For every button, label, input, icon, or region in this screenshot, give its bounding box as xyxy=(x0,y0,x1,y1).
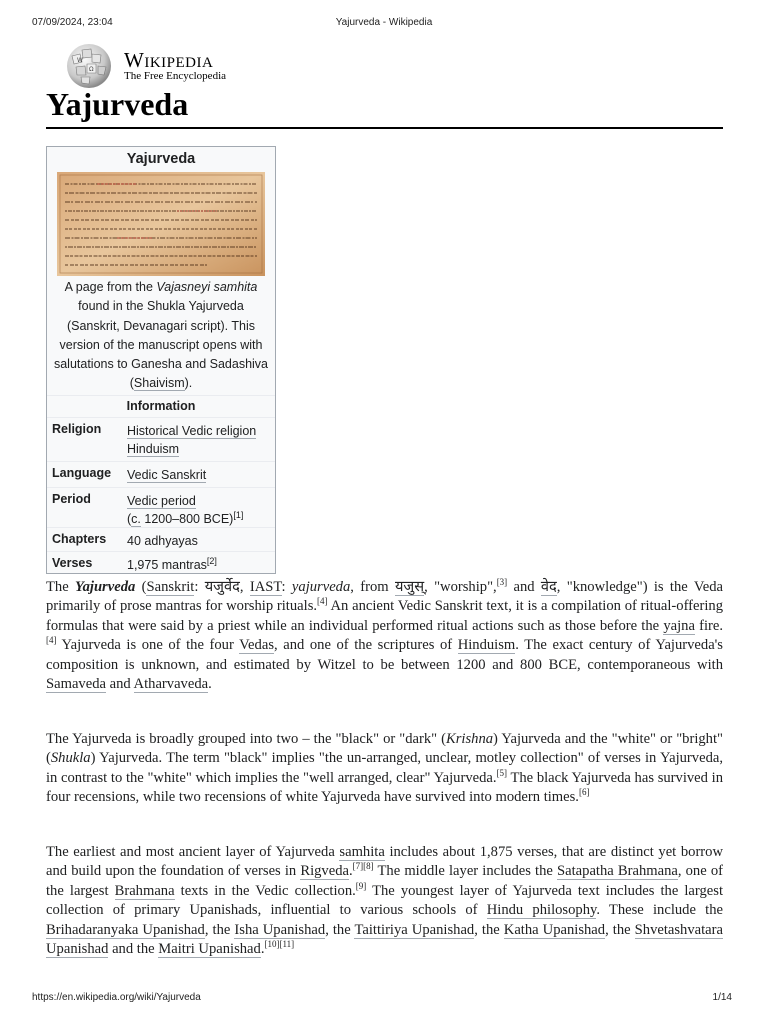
row-label: Verses xyxy=(52,556,93,570)
link-brahmana[interactable]: Brahmana xyxy=(114,882,175,899)
text: , xyxy=(239,579,250,595)
reference-link[interactable]: [2] xyxy=(206,555,217,566)
link-shaivism[interactable]: Shaivism xyxy=(133,376,185,391)
reference-link[interactable]: [9] xyxy=(355,880,367,891)
link-satapatha-brahmana[interactable]: Satapatha Brahmana xyxy=(557,863,678,880)
text: , one of the largest xyxy=(46,863,723,899)
infobox-row-verses xyxy=(47,551,275,574)
text: , the xyxy=(474,921,504,938)
infobox xyxy=(46,146,276,574)
title-divider xyxy=(46,127,723,129)
print-datetime: 07/09/2024, 23:04 xyxy=(32,17,113,28)
text: The youngest layer of Yajurveda text includes the largest collection of primary Upanishads, influential to various schools of xyxy=(46,882,724,919)
caption-text: found in the Shukla Yajurveda (Sanskrit, Devanagari script). This version of the manuscript opens with salutations to Ganesha and Sadashiva ( xyxy=(53,299,269,391)
link-samhita[interactable]: samhita xyxy=(339,844,385,860)
link-sanskrit[interactable]: Sanskrit xyxy=(146,579,195,595)
text: ) Yajurveda. The term "black" implies "the un-arranged, unclear, motley collection" of verses in Yajurveda, in contrast to the "white" which implies the "well arranged, clear" Yajurveda. xyxy=(46,750,723,786)
reference-link[interactable]: [8] xyxy=(363,861,374,872)
link-hindu-philosophy[interactable]: Hindu philosophy xyxy=(486,902,597,919)
svg-text:Ω: Ω xyxy=(89,66,94,73)
row-value xyxy=(127,422,256,458)
text: includes about 1,875 verses, that are distinct yet borrow and build upon the foundation of verses in xyxy=(46,844,723,880)
text: , and one of the scriptures of xyxy=(274,637,458,654)
link-vedas[interactable]: Vedas xyxy=(239,637,274,654)
text: and the xyxy=(108,941,159,958)
text: . These include the xyxy=(596,902,723,919)
text: The Yajurveda is broadly grouped into two – the "black" or "dark" ( xyxy=(46,731,446,747)
link-hinduism[interactable]: Hinduism xyxy=(457,637,516,654)
infobox-row-language xyxy=(47,461,275,488)
reference-link[interactable]: [3] xyxy=(496,577,508,588)
paragraph-layers xyxy=(46,843,723,959)
row-value xyxy=(127,556,217,574)
infobox-caption xyxy=(53,278,269,394)
text: ) Yajurveda and the "white" or "bright" ( xyxy=(46,731,723,767)
reference-link[interactable]: [6] xyxy=(578,787,590,798)
link-rigveda[interactable]: Rigveda xyxy=(300,863,349,880)
link-atharvaveda[interactable]: Atharvaveda xyxy=(133,676,209,693)
caption-text: ). xyxy=(184,376,193,391)
text: texts in the Vedic collection. xyxy=(174,882,356,899)
text: The earliest and most ancient layer of Yajurveda xyxy=(46,844,340,860)
devanagari-text: यजुर्वेद xyxy=(204,579,240,595)
manuscript-page-image[interactable] xyxy=(57,172,265,276)
row-label: Period xyxy=(52,492,91,506)
link-vedic-period[interactable]: Vedic period xyxy=(127,494,196,508)
italic-text: Krishna xyxy=(446,731,494,747)
wikipedia-wordmark: Wikipedia xyxy=(124,48,214,72)
text: Yajurveda is one of the four xyxy=(56,637,240,654)
caption-italic: Vajasneyi samhita xyxy=(156,280,258,294)
row-value xyxy=(127,492,243,528)
text: . xyxy=(260,941,265,958)
wikipedia-logo[interactable] xyxy=(64,42,244,90)
text: An ancient Vedic Sanskrit text, it is a compilation of ritual-offering formulas that were said by a priest while an individual performed ritual actions such as those before the xyxy=(46,598,724,634)
text: The middle layer includes the xyxy=(373,863,558,880)
text: , the xyxy=(325,921,355,938)
text: , the xyxy=(204,921,235,938)
text: ( xyxy=(135,579,147,595)
reference-link[interactable]: [5] xyxy=(496,767,508,778)
row-value-text: 1200–800 BCE) xyxy=(140,512,234,526)
text: . The exact century of Yajurveda's composition is unknown, and estimated by Witzel to be between 1200 and 800 BCE, contemporaneous with xyxy=(46,637,723,673)
link-vedic-sanskrit[interactable]: Vedic Sanskrit xyxy=(127,468,207,482)
text: : xyxy=(194,579,205,595)
infobox-row-chapters xyxy=(47,527,275,552)
link-historical-vedic-religion[interactable]: Historical Vedic religion xyxy=(127,424,257,438)
link-yajus[interactable]: यजुस् xyxy=(394,579,425,595)
reference-link[interactable]: [7] xyxy=(352,861,364,872)
link-taittiriya-upanishad[interactable]: Taittiriya Upanishad xyxy=(354,921,475,938)
link-katha-upanishad[interactable]: Katha Upanishad xyxy=(503,921,606,938)
reference-link[interactable]: [1] xyxy=(233,509,244,520)
row-label: Language xyxy=(52,466,112,480)
text: . xyxy=(208,676,212,693)
link-samaveda[interactable]: Samaveda xyxy=(46,676,106,693)
infobox-title: Yajurveda xyxy=(126,151,196,167)
print-header xyxy=(32,17,736,31)
link-brihadaranyaka-upanishad[interactable]: Brihadaranyaka Upanishad xyxy=(46,921,205,938)
text: . xyxy=(348,863,353,880)
row-value: 40 adhyayas xyxy=(127,534,198,548)
italic-text: Shukla xyxy=(50,750,91,767)
wikipedia-globe-icon xyxy=(64,42,114,90)
link-shvetashvatara-upanishad[interactable]: Shvetashvatara Upanishad xyxy=(46,921,723,958)
print-footer xyxy=(32,992,736,1006)
row-label: Religion xyxy=(52,422,102,436)
row-label: Chapters xyxy=(52,532,107,546)
print-tab-title: Yajurveda - Wikipedia xyxy=(335,17,433,28)
reference-link[interactable]: [10] xyxy=(264,939,280,950)
link-isha-upanishad[interactable]: Isha Upanishad xyxy=(234,921,326,938)
svg-text:W: W xyxy=(77,57,83,64)
row-value-text: ( xyxy=(127,512,132,526)
link-hinduism[interactable]: Hinduism xyxy=(127,442,180,456)
paragraph-black-white xyxy=(46,730,723,808)
text: , the xyxy=(605,921,635,938)
text: , "knowledge") is the Veda primarily of prose mantras for worship rituals. xyxy=(46,579,723,615)
row-value-text: 1,975 mantras xyxy=(127,558,207,572)
text: and xyxy=(507,579,541,595)
link-maitri-upanishad[interactable]: Maitri Upanishad xyxy=(158,941,261,958)
infobox-row-period xyxy=(47,487,275,528)
infobox-section-header: Information xyxy=(47,395,275,413)
row-value xyxy=(127,466,206,484)
print-url: https://en.wikipedia.org/wiki/Yajurveda xyxy=(32,992,201,1003)
link-yajna[interactable]: yajna xyxy=(663,617,695,634)
caption-text: A page from the xyxy=(64,280,157,294)
text: , "worship", xyxy=(424,579,497,595)
text: : xyxy=(281,579,292,595)
reference-link[interactable]: [11] xyxy=(279,939,295,950)
page-title: Yajurveda xyxy=(46,86,189,122)
reference-link[interactable]: [4] xyxy=(317,596,328,607)
bold-term: Yajurveda xyxy=(75,579,136,595)
italic-text: yajurveda xyxy=(291,579,351,595)
infobox-row-religion xyxy=(47,417,275,462)
wikipedia-tagline: The Free Encyclopedia xyxy=(124,70,227,82)
print-page-number: 1/14 xyxy=(712,992,732,1003)
link-veda[interactable]: वेद xyxy=(540,579,557,595)
link-iast[interactable]: IAST xyxy=(249,579,282,595)
text: and xyxy=(105,676,134,693)
text: , from xyxy=(350,579,395,595)
text: fire. xyxy=(694,617,723,634)
paragraph-intro xyxy=(46,578,723,694)
abbr-circa: c. xyxy=(131,512,141,526)
reference-link[interactable]: [4] xyxy=(46,635,57,646)
text: The black Yajurveda has survived in four recensions, while two recensions of white Yajurveda have survived into modern times. xyxy=(46,769,723,806)
text: The xyxy=(46,579,76,595)
